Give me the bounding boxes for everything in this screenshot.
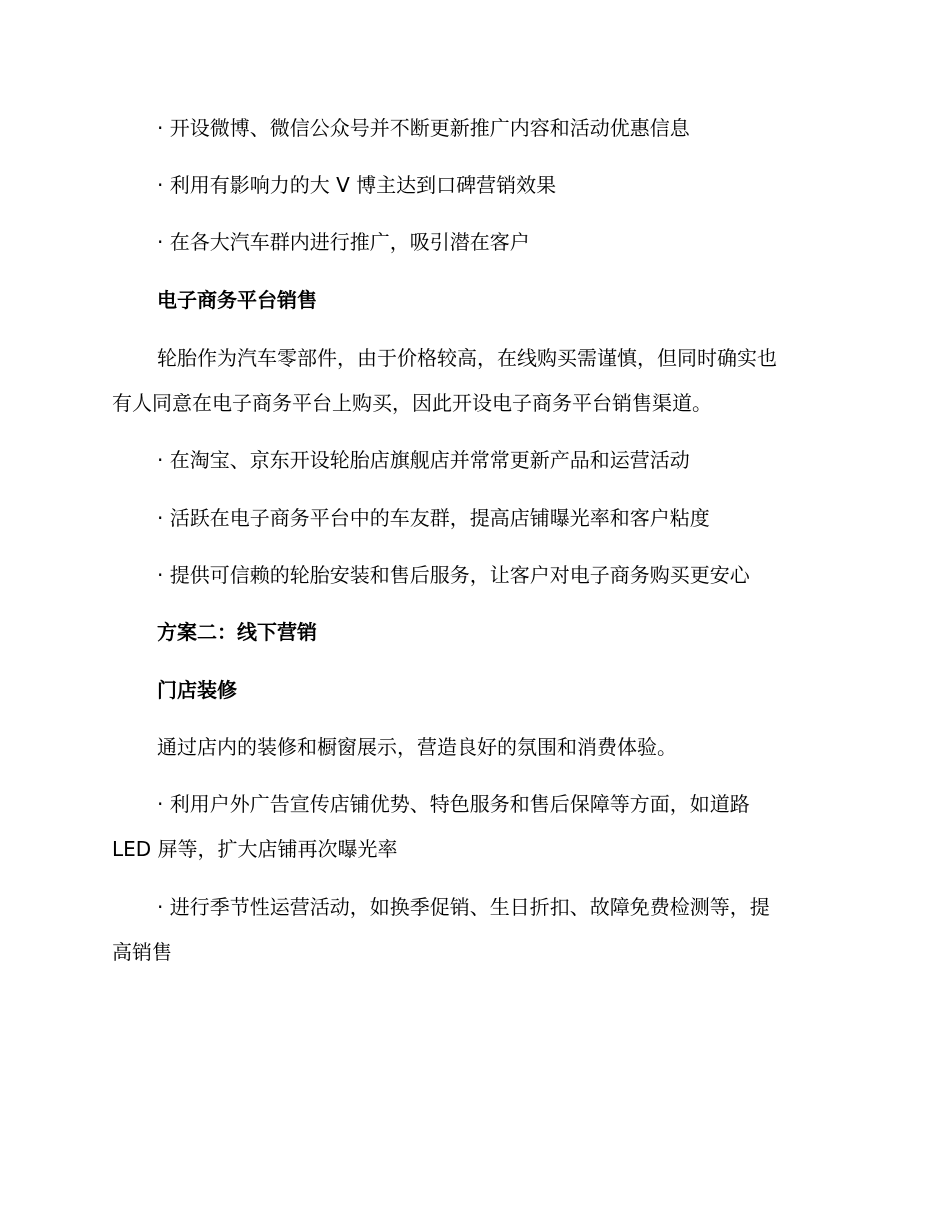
bullet-item: · 利用户外广告宣传店铺优势、特色服务和售后保障等方面，如道路 [157, 792, 750, 816]
section-heading: 电子商务平台销售 [157, 288, 317, 312]
paragraph-line: 有人同意在电子商务平台上购买，因此开设电子商务平台销售渠道。 [112, 391, 712, 415]
bullet-item: · 活跃在电子商务平台中的车友群，提高店铺曝光率和客户粘度 [157, 506, 710, 530]
bullet-item: · 在各大汽车群内进行推广，吸引潜在客户 [157, 230, 530, 254]
bullet-item-continuation: 高销售 [112, 940, 172, 964]
bullet-item: · 进行季节性运营活动，如换季促销、生日折扣、故障免费检测等，提 [157, 895, 770, 919]
paragraph-line: 轮胎作为汽车零部件，由于价格较高，在线购买需谨慎，但同时确实也 [157, 346, 777, 370]
bullet-item: · 利用有影响力的大 V 博主达到口碑营销效果 [157, 173, 557, 197]
section-heading: 方案二：线下营销 [157, 620, 317, 644]
paragraph-line: 通过店内的装修和橱窗展示，营造良好的氛围和消费体验。 [157, 735, 677, 759]
bullet-item: · 开设微博、微信公众号并不断更新推广内容和活动优惠信息 [157, 116, 690, 140]
bullet-item-continuation: LED 屏等，扩大店铺再次曝光率 [112, 837, 398, 861]
section-heading: 门店装修 [157, 678, 237, 702]
bullet-item: · 在淘宝、京东开设轮胎店旗舰店并常常更新产品和运营活动 [157, 448, 690, 472]
bullet-item: · 提供可信赖的轮胎安装和售后服务，让客户对电子商务购买更安心 [157, 563, 750, 587]
